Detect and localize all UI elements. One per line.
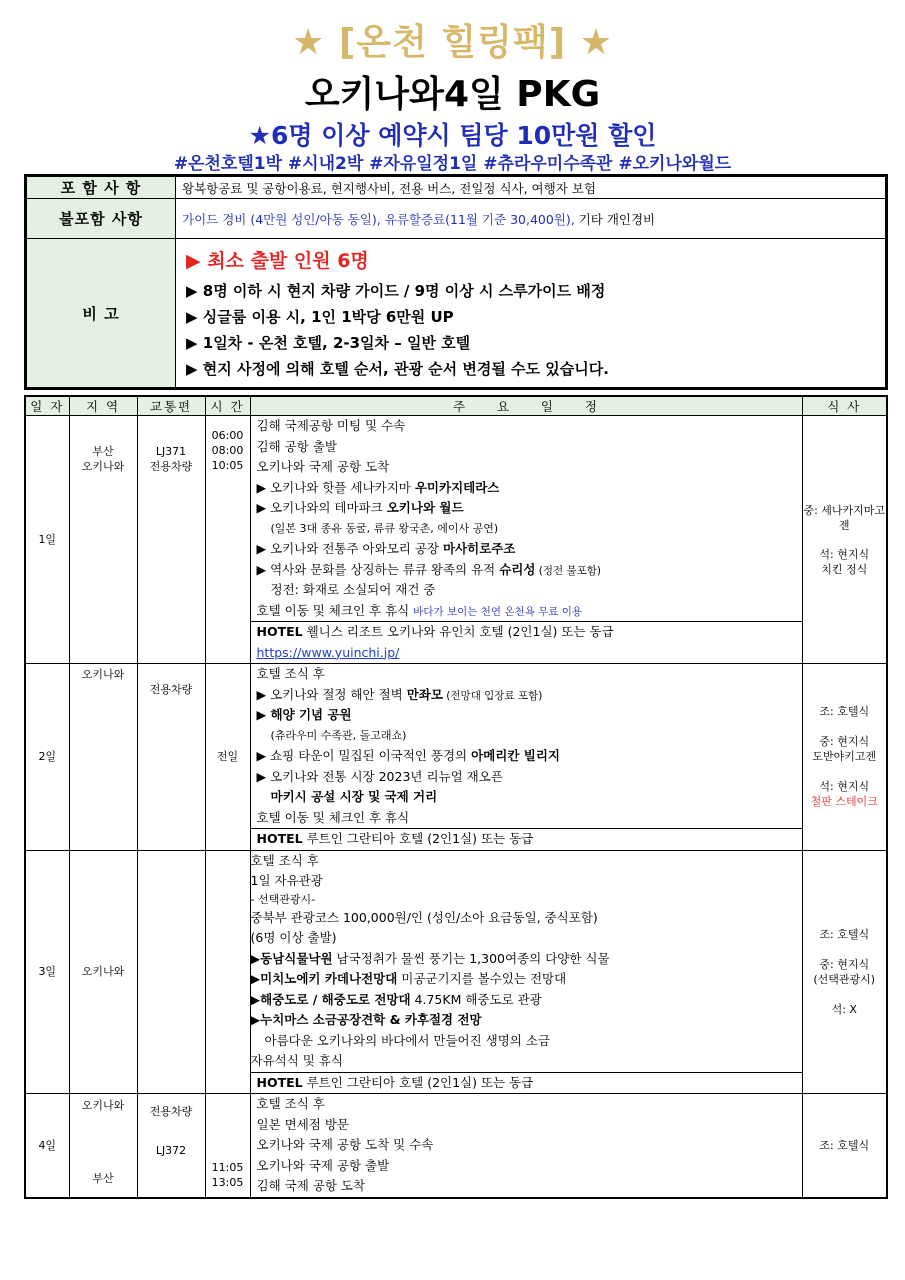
header-transport: 교통편 bbox=[137, 396, 205, 416]
day2-line: (츄라우미 수족관, 돌고래쇼) bbox=[270, 728, 407, 742]
day4-transport bbox=[137, 1094, 205, 1198]
header-meal: 식 사 bbox=[802, 396, 887, 416]
day4-line: 호텔 조식 후 bbox=[256, 1096, 325, 1111]
day1-row bbox=[25, 416, 887, 664]
promo-text: ★6명 이상 예약시 팀당 10만원 할인 bbox=[248, 121, 657, 150]
day2-line: ▶ 해양 기념 공원 bbox=[256, 707, 352, 722]
day4-region-start: 오키나와 bbox=[81, 1099, 125, 1112]
day3-meal: 석: X bbox=[831, 1002, 857, 1016]
day3-line: (6명 이상 출발) bbox=[250, 930, 337, 945]
day3-text: 미공군기지를 볼수있는 전망대 bbox=[397, 971, 567, 986]
day1-meal: 중: 세나카지마고젠 bbox=[803, 503, 886, 532]
day3-region: 오키나와 bbox=[69, 850, 137, 1094]
day3-highlight: ▶동남식물낙원 bbox=[250, 950, 333, 966]
day3-line: 중북부 관광코스 100,000원/인 (성인/소아 요금동일, 중식포함) bbox=[250, 909, 598, 925]
day1-link-line bbox=[251, 643, 802, 664]
day2-meal: 중: 현지식 bbox=[819, 735, 870, 749]
day1-text: ▶ 오키나와 핫플 세나카지마 bbox=[256, 479, 415, 495]
day3-schedule bbox=[250, 850, 802, 1094]
hotel-label: HOTEL bbox=[256, 1074, 303, 1090]
day2-text: ▶ 오키나와 절정 해안 절벽 bbox=[256, 686, 407, 702]
day3-row bbox=[25, 850, 887, 1094]
remark-single-room: ▶ 싱글룸 이용 시, 1인 1박당 6만원 UP bbox=[186, 308, 454, 326]
day1-schedule bbox=[250, 416, 802, 664]
day3-meal: (선택관광시) bbox=[813, 972, 876, 986]
header-region: 지 역 bbox=[69, 396, 137, 416]
day2-line: 마키시 공설 시장 및 국제 거리 bbox=[270, 789, 438, 804]
day2-line: 호텔 조식 후 bbox=[256, 666, 325, 681]
day2-note: (전망대 입장료 포함) bbox=[442, 689, 543, 702]
day2-text: ▶ 쇼핑 타운이 밀집된 이국적인 풍경의 bbox=[256, 748, 472, 763]
day4-meals bbox=[802, 1094, 887, 1198]
included-text: 왕복항공료 및 공항이용료, 현지행사비, 전용 버스, 전일정 식사, 여행자 보험 bbox=[176, 176, 887, 199]
day2-line bbox=[251, 685, 802, 706]
remark-change-notice: ▶ 현지 사정에 의해 호텔 순서, 관광 순서 변경될 수도 있습니다. bbox=[186, 360, 609, 378]
schedule-table bbox=[24, 395, 888, 1199]
day3-time-empty bbox=[205, 850, 250, 1094]
day3-meals bbox=[802, 850, 887, 1094]
excluded-label: 불포함 사항 bbox=[26, 199, 176, 239]
day2-meal: 조: 호텔식 bbox=[819, 705, 870, 719]
day3-line: ▶누치마스 소금공장견학 & 카후절경 전망 bbox=[250, 1012, 482, 1027]
day1-onsen-note: 바다가 보이는 천연 온천욕 무료 이용 bbox=[413, 605, 583, 618]
day1-line bbox=[251, 478, 802, 499]
excluded-text: 가이드 경비 (4만원 성인/아동 동일), 유류할증료(11월 기준 30,400원), bbox=[182, 211, 575, 227]
excluded-text-tail: 기타 개인경비 bbox=[574, 211, 656, 227]
day3-line bbox=[251, 969, 802, 990]
day4-line: 오키나와 국제 공항 출발 bbox=[256, 1157, 390, 1173]
day1-line bbox=[251, 539, 802, 560]
day2-meal: 도반야키고젠 bbox=[812, 750, 877, 764]
hotel-label: HOTEL bbox=[256, 624, 303, 639]
day2-meals bbox=[802, 664, 887, 851]
day2-schedule bbox=[250, 664, 802, 851]
day4-meal: 조: 호텔식 bbox=[819, 1138, 870, 1152]
day2-hotel bbox=[251, 828, 802, 850]
remark-guide: ▶ 8명 이하 시 현지 차량 가이드 / 9명 이상 시 스루가이드 배정 bbox=[186, 282, 606, 300]
day2-line bbox=[251, 746, 802, 767]
day4-flight: LJ372 bbox=[155, 1144, 187, 1157]
day2-highlight: 만좌모 bbox=[406, 686, 443, 702]
day1-meals bbox=[802, 416, 887, 664]
day2-line: ▶ 오키나와 전통 시장 2023년 리뉴얼 재오픈 bbox=[256, 768, 503, 784]
day1-line bbox=[251, 601, 802, 622]
day1-text: ▶ 오키나와의 테마파크 bbox=[256, 500, 387, 515]
day2-time: 전일 bbox=[205, 664, 250, 851]
day3-hotel-name: 루트인 그란티아 호텔 (2인1실) 또는 동급 bbox=[302, 1074, 534, 1090]
excluded-row bbox=[26, 199, 887, 239]
day4-row bbox=[25, 1094, 887, 1198]
day4-region bbox=[69, 1094, 137, 1198]
day2-line: 호텔 이동 및 체크인 후 휴식 bbox=[256, 809, 410, 825]
day3-hotel bbox=[251, 1072, 802, 1094]
remarks-row bbox=[26, 239, 887, 389]
day2-transport: 전용차량 bbox=[137, 664, 205, 851]
remark-hotel-order: ▶ 1일차 - 온천 호텔, 2-3일차 – 일반 호텔 bbox=[186, 334, 471, 352]
day1-line: 김해 국제공항 미팅 및 수속 bbox=[256, 418, 406, 433]
day3-line: 1일 자유관광 bbox=[250, 873, 323, 888]
day4-times: 11:05 13:05 bbox=[205, 1094, 250, 1198]
day1-line: 오키나와 국제 공항 도착 bbox=[256, 459, 390, 474]
remarks-label: 비 고 bbox=[26, 239, 176, 389]
title-line1: ★ [온천 힐링팩] ★ bbox=[292, 22, 613, 63]
day1-line: 김해 공항 출발 bbox=[256, 438, 337, 454]
day4-line: 일본 면세점 방문 bbox=[256, 1116, 349, 1132]
hotel-label: HOTEL bbox=[256, 831, 303, 846]
day3-line bbox=[251, 949, 802, 970]
day4-schedule bbox=[250, 1094, 802, 1198]
day1-highlight: 우미카지테라스 bbox=[414, 479, 500, 495]
day1-highlight: 마사히로주조 bbox=[442, 541, 516, 556]
day3-highlight: ▶미치노에키 카데나전망대 bbox=[250, 971, 398, 986]
day1-line: 정전: 화재로 소실되어 재건 중 bbox=[270, 582, 436, 597]
header-day: 일 자 bbox=[25, 396, 69, 416]
day4-line: 김해 국제 공항 도착 bbox=[256, 1178, 366, 1193]
day1-line: (일본 3대 종유 동굴, 류큐 왕국촌, 에이사 공연) bbox=[270, 521, 499, 535]
day1-meal: 석: 현지식 bbox=[819, 547, 870, 561]
day3-meal: 조: 호텔식 bbox=[819, 927, 870, 941]
excluded-cell bbox=[176, 199, 887, 239]
day1-highlight: 슈리성 bbox=[499, 561, 536, 577]
day1-hotel-name: 웰니스 리조트 오키나와 유인치 호텔 (2인1실) 또는 동급 bbox=[302, 624, 614, 639]
day3-label: 3일 bbox=[25, 850, 69, 1094]
day1-text: ▶ 역사와 문화를 상징하는 류큐 왕족의 유적 bbox=[256, 561, 500, 577]
day3-text: 4.75KM 해중도로 관광 bbox=[410, 991, 542, 1007]
day4-region-end: 부산 bbox=[92, 1172, 114, 1185]
header-schedule: 주 요 일 정 bbox=[250, 396, 802, 416]
day1-line bbox=[251, 560, 802, 581]
schedule-header bbox=[25, 396, 887, 416]
day1-hotel bbox=[251, 621, 802, 643]
day2-label: 2일 bbox=[25, 664, 69, 851]
day3-transport-empty bbox=[137, 850, 205, 1094]
day3-highlight: ▶해중도로 / 해중도로 전망대 bbox=[250, 991, 411, 1007]
day3-line: 자유석식 및 휴식 bbox=[250, 1053, 343, 1068]
day3-line: 아름다운 오키나와의 바다에서 만들어진 생명의 소금 bbox=[264, 1032, 551, 1048]
hashtags: #온천호텔1박 #시내2박 #자유일정1일 #츄라우미수족관 #오키나와월드 bbox=[173, 154, 732, 174]
day3-meal: 중: 현지식 bbox=[819, 957, 870, 971]
day1-text: 호텔 이동 및 체크인 후 휴식 bbox=[256, 602, 414, 618]
day2-meal-steak: 철판 스테이크 bbox=[810, 795, 878, 809]
day1-highlight: 오키나와 월드 bbox=[386, 500, 464, 515]
day3-text: 남국정취가 물씬 풍기는 1,300여종의 다양한 식물 bbox=[332, 950, 610, 966]
day1-region: 부산 오키나와 bbox=[69, 416, 137, 664]
remarks-cell bbox=[176, 239, 887, 389]
day4-transport-bus: 전용차량 bbox=[149, 1105, 193, 1118]
header-time: 시 간 bbox=[205, 396, 250, 416]
hotel-website-link[interactable]: https://www.yuinchi.jp/ bbox=[256, 644, 400, 660]
day1-note: (정전 불포함) bbox=[535, 564, 602, 577]
day2-region: 오키나와 bbox=[69, 664, 137, 851]
day1-label: 1일 bbox=[25, 416, 69, 664]
info-table bbox=[24, 174, 888, 390]
page-title: 오키나와4일 PKG bbox=[304, 74, 601, 115]
day4-label: 4일 bbox=[25, 1094, 69, 1198]
day1-times: 06:00 08:00 10:05 bbox=[205, 416, 250, 664]
remark-min-people: ▶ 최소 출발 인원 6명 bbox=[186, 250, 369, 272]
day2-row bbox=[25, 664, 887, 851]
day3-line bbox=[251, 990, 802, 1011]
day1-transport: LJ371 전용차량 bbox=[137, 416, 205, 664]
day1-line bbox=[251, 498, 802, 519]
day4-line: 오키나와 국제 공항 도착 및 수속 bbox=[256, 1137, 434, 1152]
day3-line: - 선택관광시- bbox=[250, 892, 316, 906]
day2-highlight: 아메리칸 빌리지 bbox=[471, 748, 560, 763]
day1-meal: 치킨 정식 bbox=[821, 562, 868, 576]
day3-line: 호텔 조식 후 bbox=[250, 852, 319, 868]
day1-text: ▶ 오키나와 전통주 아와모리 공장 bbox=[256, 541, 443, 556]
day2-meal: 석: 현지식 bbox=[819, 780, 870, 794]
included-row bbox=[26, 176, 887, 199]
included-label: 포 함 사 항 bbox=[26, 176, 176, 199]
day2-hotel-name: 루트인 그란티아 호텔 (2인1실) 또는 동급 bbox=[302, 831, 534, 846]
